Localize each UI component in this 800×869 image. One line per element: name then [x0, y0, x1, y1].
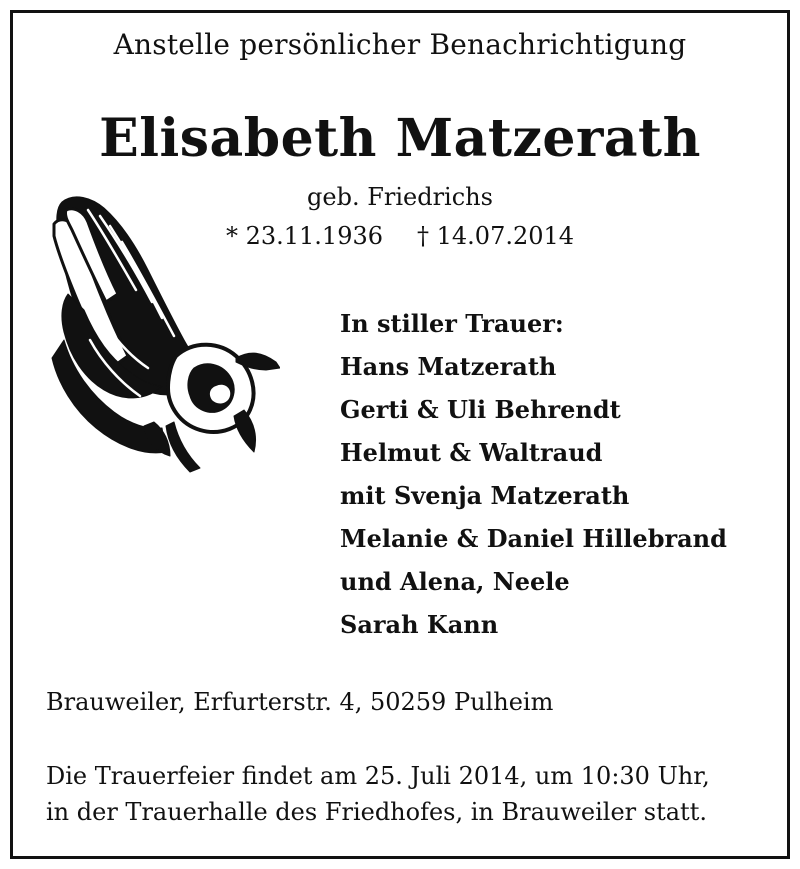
- mourner-line: Melanie & Daniel Hillebrand: [340, 524, 727, 553]
- mourner-line: Sarah Kann: [340, 610, 499, 639]
- mourner-line: Gerti & Uli Behrendt: [340, 395, 621, 424]
- mourner-line: mit Svenja Matzerath: [340, 481, 630, 510]
- ceremony-line-1: Die Trauerfeier findet am 25. Juli 2014, um 10:30 Uhr,: [46, 762, 710, 790]
- praying-hands-icon: [44, 190, 280, 475]
- birth-name: geb. Friedrichs: [307, 183, 493, 211]
- mourner-line: Hans Matzerath: [340, 352, 557, 381]
- birth-date: * 23.11.1936: [225, 222, 383, 250]
- deceased-name: Elisabeth Matzerath: [99, 108, 701, 169]
- mourners-heading: In stiller Trauer:: [340, 309, 564, 338]
- death-date: † 14.07.2014: [417, 222, 575, 250]
- ceremony-line-2: in der Trauerhalle des Friedhofes, in Brauweiler statt.: [46, 798, 707, 826]
- ceremony-info: [46, 758, 710, 830]
- intro-line: Anstelle persönlicher Benachrichtigung: [113, 28, 687, 61]
- address-line: Brauweiler, Erfurterstr. 4, 50259 Pulheim: [46, 688, 554, 716]
- mourner-line: Helmut & Waltraud: [340, 438, 603, 467]
- mourners-block: [340, 302, 727, 646]
- mourner-line: und Alena, Neele: [340, 567, 570, 596]
